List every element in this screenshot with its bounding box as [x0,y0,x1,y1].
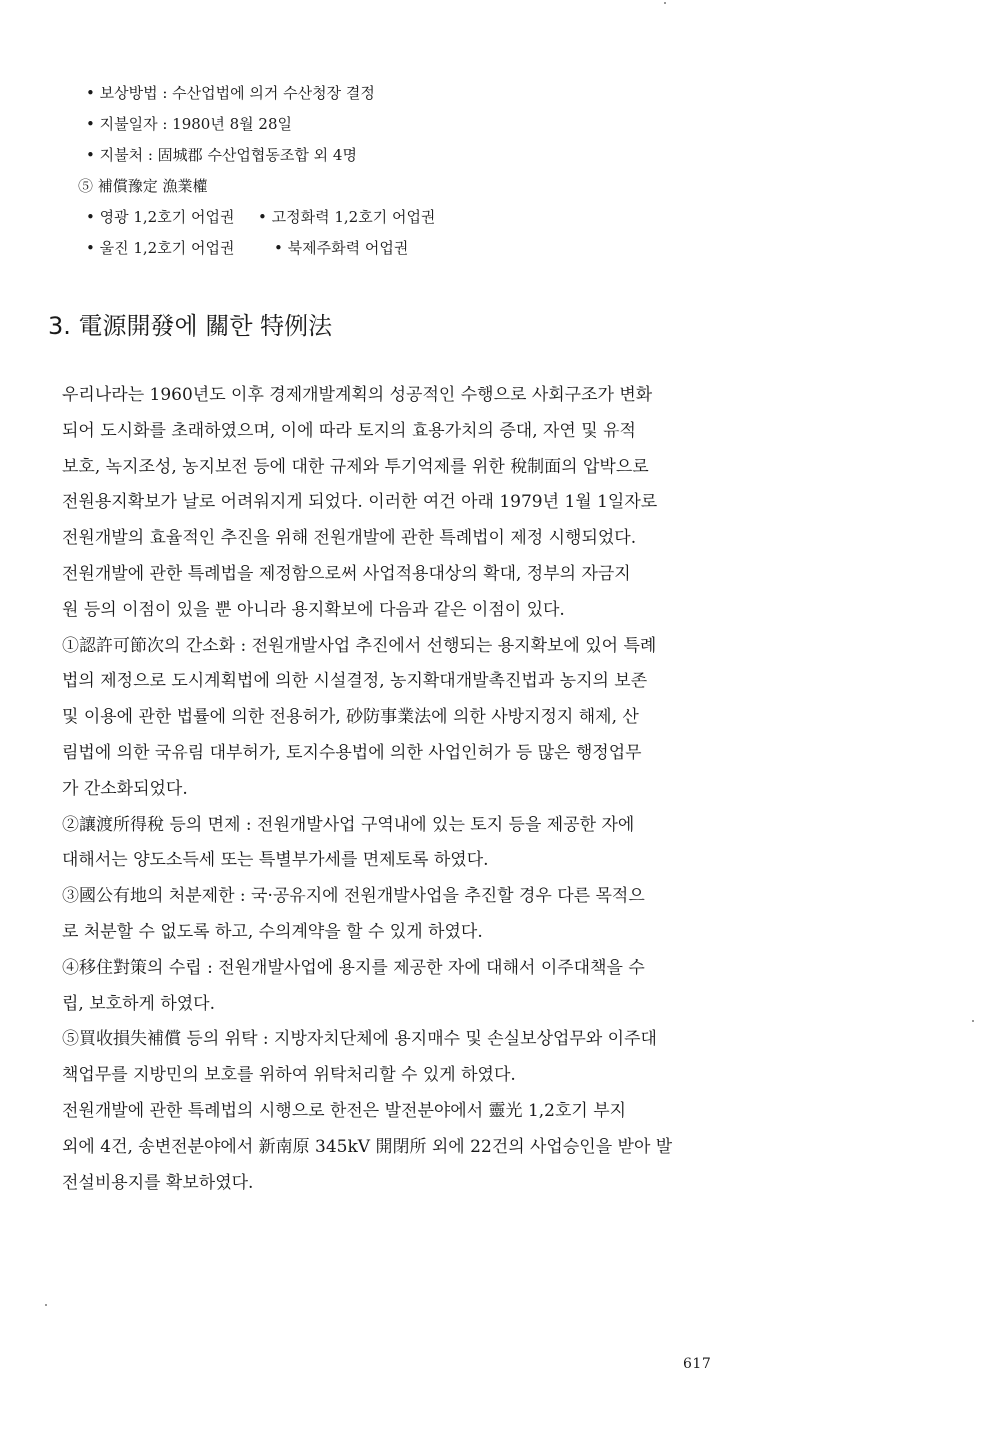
compensation-list [78,78,778,264]
body-line: 전원용지확보가 날로 어려워지게 되었다. 이러한 여건 아래 1979년 1월 1일자로 [62,492,658,513]
page-number: 617 [683,1356,712,1372]
list-item-date: • 지불일자 : 1980년 8월 28일 [86,115,292,133]
body-line: 대해서는 양도소득세 또는 특별부가세를 면제토록 하였다. [62,850,489,871]
body-line: 전원개발에 관한 특례법의 시행으로 한전은 발전분야에서 靈光 1,2호기 부지 [62,1100,627,1121]
body-line: 우리나라는 1960년도 이후 경제개발계획의 성공적인 수행으로 사회구조가 변화 [62,385,653,405]
body-line: 전설비용지를 확보하였다. [62,1172,254,1193]
fishery-gojeong: • 고정화력 1,2호기 어업권 [258,208,436,226]
body-line: 보호, 녹지조성, 농지보전 등에 대한 규제와 투기억제를 위한 稅制面의 압박으로 [62,456,649,477]
body-line: 및 이용에 관한 법률에 의한 전용허가, 砂防事業法에 의한 사방지정지 해제, 산 [62,707,639,728]
fishery-yeonggwang: • 영광 1,2호기 어업권 [86,208,235,226]
body-line: ②讓渡所得稅 등의 면제 : 전원개발사업 구역내에 있는 토지 등을 제공한 자에 [62,814,635,835]
body-line: 되어 도시화를 초래하였으며, 이에 따라 토지의 효용가치의 증대, 자연 및 유적 [62,420,636,441]
body-line: ①認許可節次의 간소화 : 전원개발사업 추진에서 선행되는 용지확보에 있어 특례 [62,635,657,656]
body-line: ⑤買收損失補償 등의 위탁 : 지방자치단체에 용지매수 및 손실보상업무와 이주대 [62,1029,657,1050]
body-line: 립, 보호하게 하였다. [62,993,215,1014]
body-line: ③國公有地의 처분제한 : 국·공유지에 전원개발사업을 추진할 경우 다른 목적으 [62,886,645,907]
body-line: 외에 4건, 송변전분야에서 新南原 345kV 開閉所 외에 22건의 사업승인을 받아 발 [62,1136,673,1157]
fishery-row-1 [78,202,778,233]
fishery-bukjeju: • 북제주화력 어업권 [274,239,409,257]
body-text [62,378,712,1201]
list-item-payee: • 지불처 : 固城郡 수산업협동조합 외 4명 [86,146,357,164]
body-line: ④移住對策의 수립 : 전원개발사업에 용지를 제공한 자에 대해서 이주대책을 수 [62,957,645,978]
scan-speck [45,1304,47,1306]
body-line: 책업무를 지방민의 보호를 위하여 위탁처리할 수 있게 하였다. [62,1065,516,1086]
body-line: 림법에 의한 국유림 대부허가, 토지수용법에 의한 사업인허가 등 많은 행정업무 [62,742,642,763]
scan-speck [972,1020,974,1022]
body-line: 전원개발에 관한 특례법을 제정함으로써 사업적용대상의 확대, 정부의 자금지 [62,563,631,584]
scan-speck [664,2,666,4]
body-line: 전원개발의 효율적인 추진을 위해 전원개발에 관한 특례법이 제정 시행되었다. [62,528,637,549]
body-line: 로 처분할 수 없도록 하고, 수의계약을 할 수 있게 하였다. [62,921,483,942]
fishery-uljin: • 울진 1,2호기 어업권 [86,239,235,257]
section-title: 3. 電源開發에 關한 特例法 [48,312,333,340]
body-line: 법의 제정으로 도시계획법에 의한 시설결정, 농지확대개발촉진법과 농지의 보존 [62,671,648,692]
fishery-row-2 [78,233,778,264]
body-line: 가 간소화되었다. [62,778,188,799]
list-item-method: • 보상방법 : 수산업법에 의거 수산청장 결정 [86,84,375,102]
body-line: 원 등의 이점이 있을 뿐 아니라 용지확보에 다음과 같은 이점이 있다. [62,599,565,620]
subheading-fishery-rights: ⑤ 補償豫定 漁業權 [78,177,208,195]
